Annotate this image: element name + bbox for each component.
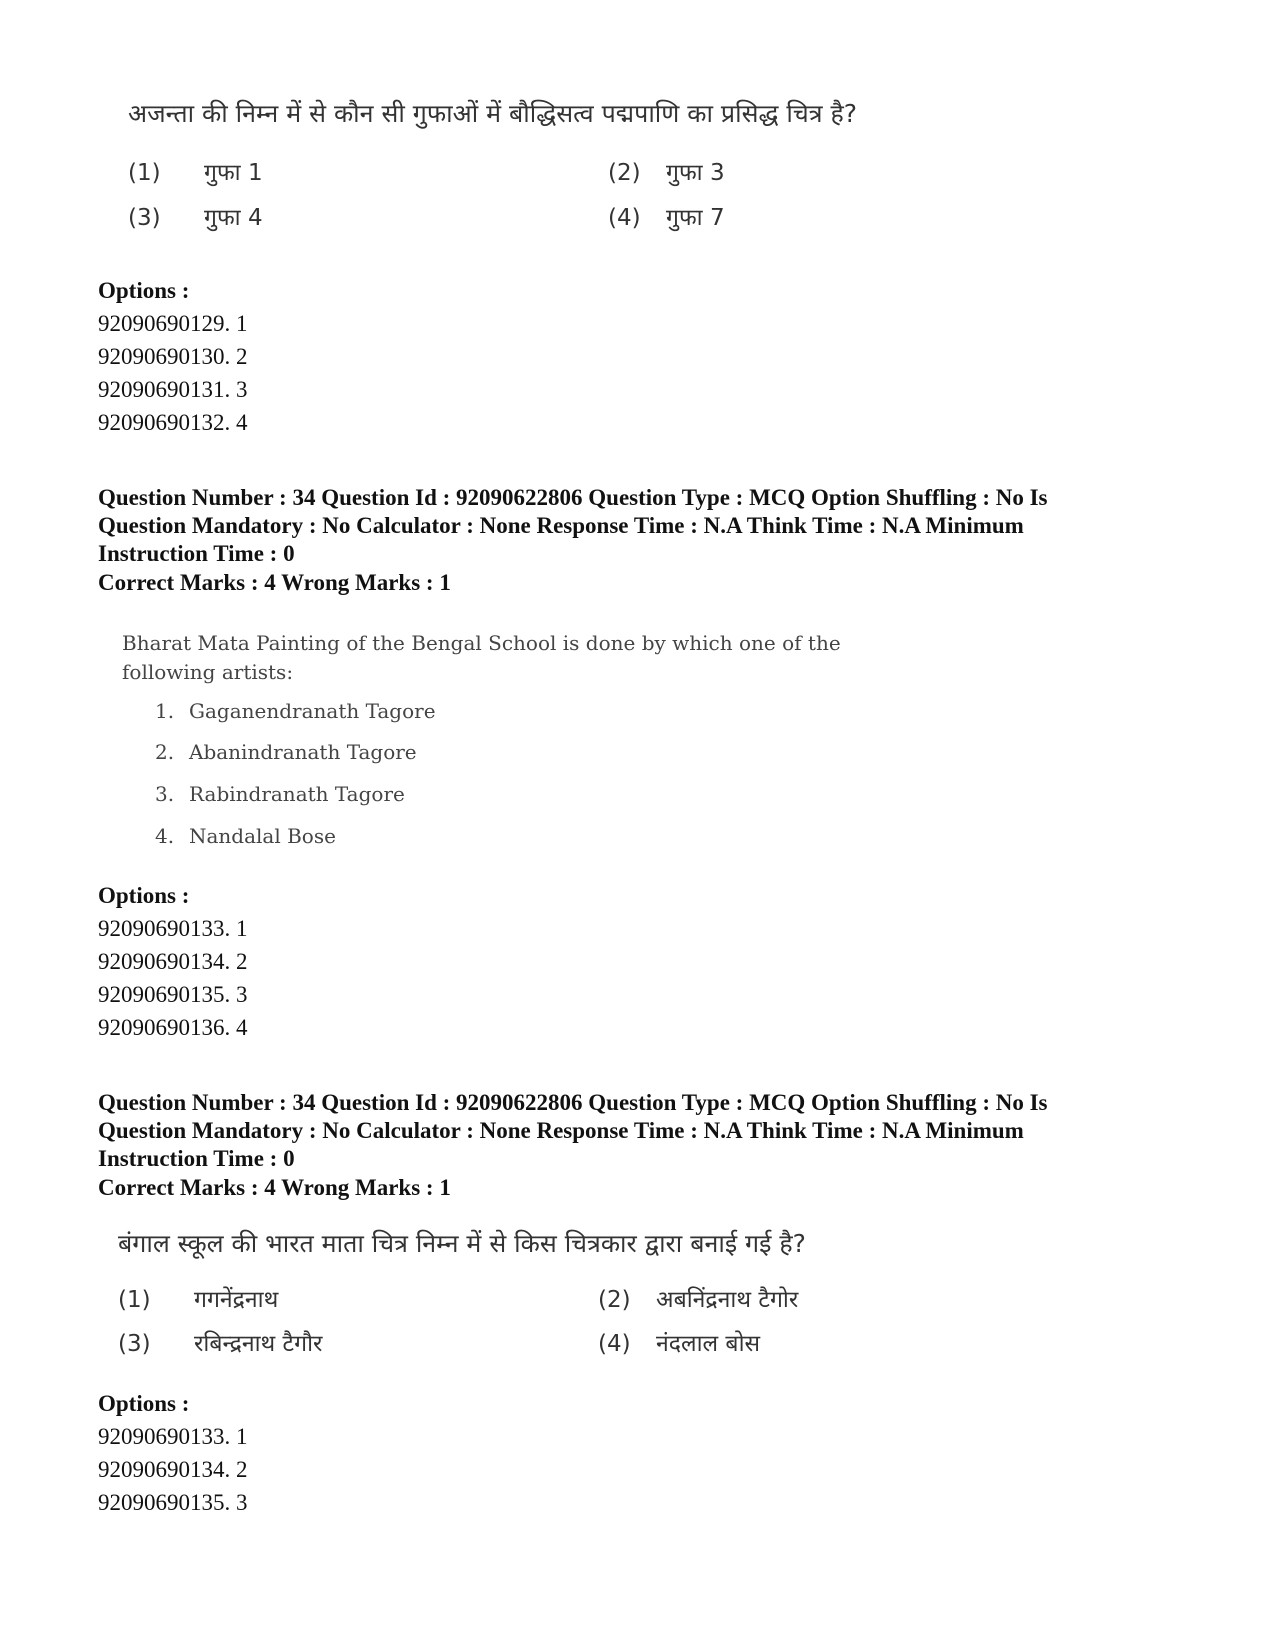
options-heading: Options : bbox=[98, 883, 190, 908]
option-text: Rabindranath Tagore bbox=[189, 782, 405, 806]
q34-hindi-option-1 bbox=[118, 1282, 278, 1314]
option-id-line: 92090690133. 1 bbox=[98, 1424, 248, 1449]
q34-english-option-4 bbox=[155, 824, 336, 848]
option-id-line: 92090690136. 4 bbox=[98, 1015, 248, 1040]
option-text: Gaganendranath Tagore bbox=[189, 699, 436, 723]
q33-hindi-option-4 bbox=[608, 200, 725, 232]
q33-hindi-option-2 bbox=[608, 155, 725, 187]
question-34-english-text bbox=[122, 629, 882, 687]
option-number: (2) bbox=[608, 160, 641, 186]
question-meta-line: Question Mandatory : No Calculator : None Response Time : N.A Think Time : N.A Minimum bbox=[98, 513, 1024, 538]
option-text: गगनेंद्रनाथ bbox=[194, 1287, 279, 1313]
option-number: (3) bbox=[128, 205, 161, 231]
option-text: अबनिंद्रनाथ टैगोर bbox=[656, 1287, 799, 1313]
q34-english-option-1 bbox=[155, 699, 436, 723]
option-text: गुफा 4 bbox=[204, 205, 263, 231]
option-number: (2) bbox=[598, 1287, 631, 1313]
question-text-line: Bharat Mata Painting of the Bengal School is done by which one of the bbox=[122, 631, 841, 655]
option-text: Nandalal Bose bbox=[189, 824, 336, 848]
question-meta-line: Question Number : 34 Question Id : 92090622806 Question Type : MCQ Option Shuffling : No Is bbox=[98, 1090, 1048, 1115]
q34-hindi-option-3 bbox=[118, 1326, 322, 1358]
question-meta-line: Question Number : 34 Question Id : 92090622806 Question Type : MCQ Option Shuffling : No Is bbox=[98, 485, 1048, 510]
question-meta-line: Instruction Time : 0 bbox=[98, 1146, 295, 1171]
option-id-line: 92090690131. 3 bbox=[98, 377, 248, 402]
options-heading: Options : bbox=[98, 278, 190, 303]
question-meta-line: Question Mandatory : No Calculator : None Response Time : N.A Think Time : N.A Minimum bbox=[98, 1118, 1024, 1143]
option-number: (4) bbox=[608, 205, 641, 231]
option-id-line: 92090690134. 2 bbox=[98, 949, 248, 974]
question-meta-line: Instruction Time : 0 bbox=[98, 541, 295, 566]
question-meta bbox=[98, 484, 1158, 568]
option-number: 3. bbox=[155, 782, 175, 806]
option-number: 2. bbox=[155, 740, 175, 764]
option-id-line: 92090690130. 2 bbox=[98, 344, 248, 369]
question-34-hindi-text: बंगाल स्कूल की भारत माता चित्र निम्न में से किस चित्रकार द्वारा बनाई गई है? bbox=[118, 1229, 806, 1258]
option-number: (1) bbox=[118, 1287, 151, 1313]
option-id-line: 92090690132. 4 bbox=[98, 410, 248, 435]
option-number: 1. bbox=[155, 699, 175, 723]
option-text: नंदलाल बोस bbox=[656, 1331, 761, 1357]
option-number: 4. bbox=[155, 824, 175, 848]
q34-hindi-option-4 bbox=[598, 1326, 760, 1358]
q33-hindi-option-1 bbox=[128, 155, 263, 187]
marks-line: Correct Marks : 4 Wrong Marks : 1 bbox=[98, 570, 451, 595]
option-text: रबिन्द्रनाथ टैगौर bbox=[194, 1331, 323, 1357]
option-id-line: 92090690135. 3 bbox=[98, 982, 248, 1007]
q33-hindi-option-3 bbox=[128, 200, 263, 232]
option-text: गुफा 7 bbox=[666, 205, 725, 231]
option-text: गुफा 3 bbox=[666, 160, 725, 186]
option-id-line: 92090690133. 1 bbox=[98, 916, 248, 941]
question-meta bbox=[98, 1089, 1158, 1173]
marks-line: Correct Marks : 4 Wrong Marks : 1 bbox=[98, 1175, 451, 1200]
options-heading: Options : bbox=[98, 1391, 190, 1416]
q34-english-option-2 bbox=[155, 740, 417, 764]
option-number: (1) bbox=[128, 160, 161, 186]
q34-english-option-3 bbox=[155, 782, 405, 806]
option-id-line: 92090690129. 1 bbox=[98, 311, 248, 336]
question-text-line: following artists: bbox=[122, 660, 294, 684]
option-id-line: 92090690135. 3 bbox=[98, 1490, 248, 1515]
option-number: (3) bbox=[118, 1331, 151, 1357]
option-text: गुफा 1 bbox=[204, 160, 263, 186]
option-text: Abanindranath Tagore bbox=[189, 740, 417, 764]
option-number: (4) bbox=[598, 1331, 631, 1357]
question-33-hindi-text: अजन्ता की निम्न में से कौन सी गुफाओं में बौद्धिसत्व पद्मपाणि का प्रसिद्ध चित्र है? bbox=[128, 99, 858, 128]
option-id-line: 92090690134. 2 bbox=[98, 1457, 248, 1482]
q34-hindi-option-2 bbox=[598, 1282, 798, 1314]
